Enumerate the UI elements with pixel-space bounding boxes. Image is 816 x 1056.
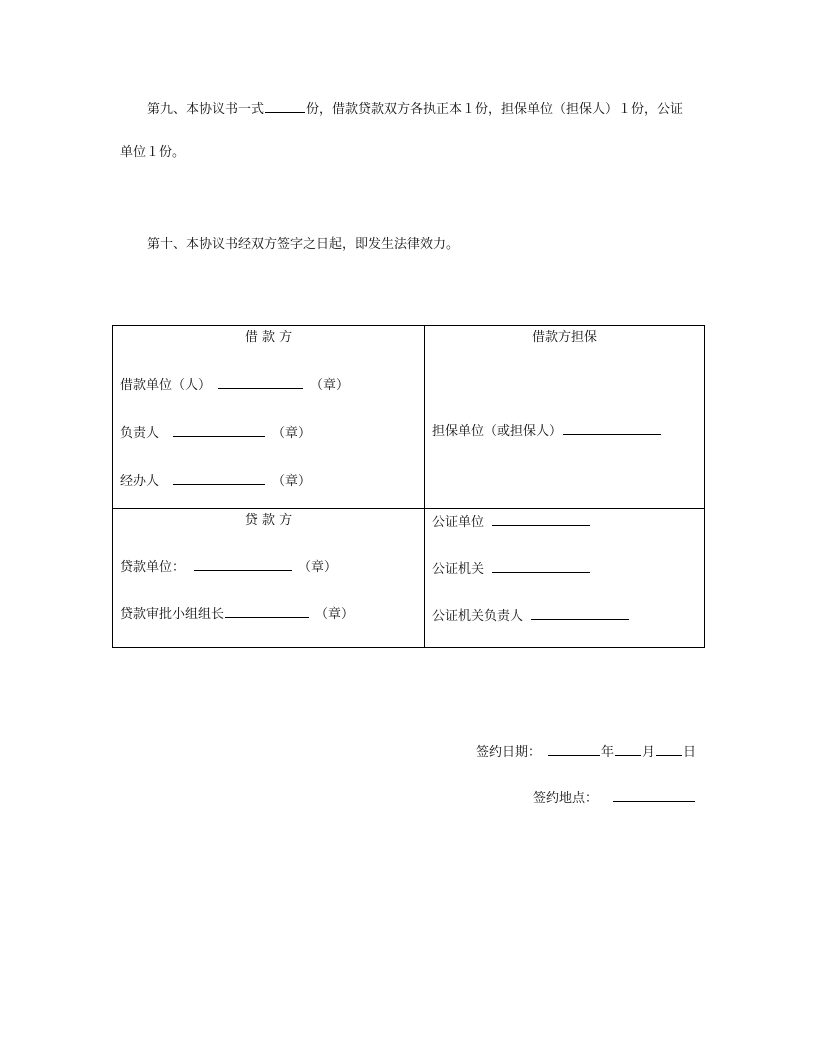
signing-date-row — [476, 742, 696, 762]
year-blank — [548, 742, 600, 756]
year-label: 年 — [600, 745, 614, 760]
borrower-person-blank — [173, 423, 265, 437]
signing-place-row — [533, 788, 696, 808]
borrower-person-seal: （章） — [272, 426, 312, 441]
notary-unit-row — [432, 512, 697, 532]
month-label: 月 — [641, 745, 655, 760]
notary-cell — [425, 509, 705, 648]
notary-office-row — [432, 559, 697, 579]
clause-9-text-b: 份，借款贷款双方各执正本１份，担保单位（担保人）１份，公证 — [306, 102, 684, 117]
clause-10-text: 第十、本协议书经双方签字之日起，即发生法律效力。 — [147, 237, 460, 252]
copies-blank — [265, 99, 305, 113]
notary-head-blank — [531, 606, 629, 620]
signing-date-label: 签约日期： — [475, 745, 541, 760]
borrower-unit-seal: （章） — [310, 378, 350, 393]
lender-leader-row — [120, 604, 417, 624]
guarantee-unit-blank — [563, 421, 661, 435]
guarantee-unit-label: 担保单位（或担保人） — [432, 424, 563, 439]
borrower-handler-row — [120, 471, 417, 491]
notary-head-row — [432, 606, 697, 626]
notary-unit-label: 公证单位 — [432, 515, 485, 530]
clause-9-line-2 — [120, 144, 185, 162]
notary-office-blank — [492, 559, 590, 573]
lender-unit-label: 贷款单位： — [120, 560, 186, 575]
notary-office-label: 公证机关 — [432, 562, 485, 577]
clause-9-line-1 — [147, 99, 683, 119]
borrower-title: 借 款 方 — [244, 330, 293, 345]
clause-10 — [147, 236, 459, 254]
lender-leader-blank — [225, 604, 309, 618]
notary-head-label: 公证机关负责人 — [432, 609, 524, 624]
borrower-person-label: 负责人 — [120, 426, 160, 441]
notary-unit-blank — [492, 512, 590, 526]
lender-unit-blank — [194, 557, 292, 571]
borrower-person-row — [120, 423, 417, 443]
guarantee-title: 借款方担保 — [531, 330, 597, 345]
lender-cell — [113, 509, 425, 648]
clause-9-text-c: 单位１份。 — [120, 145, 186, 160]
borrower-cell — [113, 326, 425, 509]
guarantee-unit-row — [432, 421, 697, 441]
clause-9-text-a: 第九、本协议书一式 — [147, 102, 265, 117]
signature-table — [112, 325, 705, 648]
lender-leader-seal: （章） — [315, 607, 355, 622]
lender-unit-seal: （章） — [298, 560, 338, 575]
day-label: 日 — [682, 745, 696, 760]
borrower-handler-label: 经办人 — [120, 474, 160, 489]
day-blank — [656, 742, 682, 756]
signing-place-label: 签约地点： — [532, 791, 598, 806]
lender-unit-row — [120, 557, 417, 577]
borrower-handler-blank — [173, 471, 265, 485]
place-blank — [613, 788, 695, 802]
borrower-unit-label: 借款单位（人） — [120, 378, 212, 393]
month-blank — [615, 742, 641, 756]
borrower-unit-blank — [218, 375, 303, 389]
guarantee-cell — [425, 326, 705, 509]
lender-title: 贷 款 方 — [244, 513, 293, 528]
borrower-unit-row — [120, 375, 417, 395]
borrower-handler-seal: （章） — [272, 474, 312, 489]
lender-leader-label: 贷款审批小组组长 — [120, 607, 225, 622]
